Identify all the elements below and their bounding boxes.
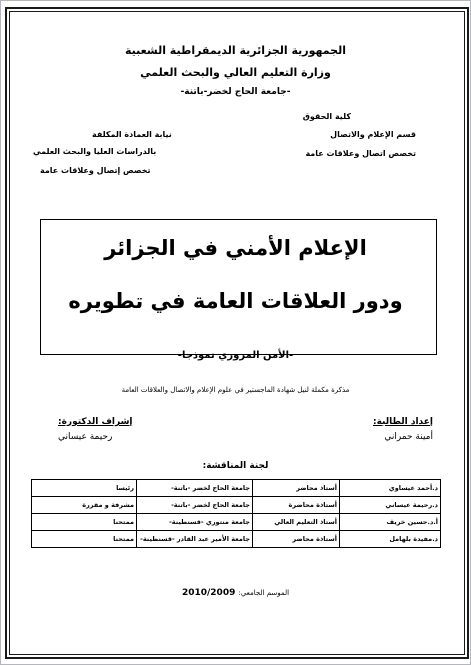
- thesis-subtitle: -الأمن المروري نموذجا-: [177, 350, 294, 361]
- supervisor-name: رحيمة عيساني: [58, 432, 113, 442]
- member-name: د.أحمد عيساوي: [340, 480, 441, 497]
- table-row: [32, 497, 441, 514]
- member-role: ممتحنا: [32, 531, 137, 548]
- member-university: جامعة منتوري -قسنطينة-: [137, 514, 253, 531]
- member-rank: أستاذة محاضر: [253, 531, 340, 548]
- table-row: [32, 531, 441, 548]
- deanship-name: نيابة العمادة المكلفة: [92, 130, 172, 139]
- department-name: قسم الإعلام والاتصال: [330, 130, 416, 139]
- table-row: [32, 514, 441, 531]
- academic-year: [0, 588, 471, 598]
- member-university: جامعة الحاج لخضر -باتنة-: [137, 480, 253, 497]
- member-university: جامعة الحاج لخضر -باتنة-: [137, 497, 253, 514]
- faculty-name: كلية الحقوق: [302, 112, 351, 121]
- academic-year-label: الموسم الجامعي:: [238, 589, 290, 597]
- student-label: إعداد الطالبة:: [373, 417, 433, 427]
- member-name: د.مفيدة بلهامل: [340, 531, 441, 548]
- thesis-title-line2: ودور العلاقات العامة في تطويره: [68, 289, 403, 313]
- university-name: -جامعة الحاج لخضر-باتنة-: [180, 87, 291, 97]
- member-rank: أستاذة محاضرة: [253, 497, 340, 514]
- table-row: [32, 480, 441, 497]
- member-rank: أستاذ محاضر: [253, 480, 340, 497]
- student-name: أمينة حمراني: [384, 432, 433, 442]
- committee-label: لجنة المناقشة:: [202, 461, 269, 471]
- specialty-right: تخصص اتصال وعلاقات عامة: [305, 149, 416, 158]
- committee-table: [31, 479, 441, 548]
- specialty-left: تخصص إتصال وعلاقات عامة: [40, 166, 151, 175]
- member-name: د.رحيمة عيساني: [340, 497, 441, 514]
- republic-name: الجمهورية الجزائرية الديمقراطية الشعبية: [125, 44, 346, 57]
- academic-year-value: 2010/2009: [181, 588, 236, 598]
- member-name: أ.د.حسين خريف: [340, 514, 441, 531]
- member-rank: أستاذ التعليم العالي: [253, 514, 340, 531]
- memo-statement: مذكرة مكملة لنيل شهادة الماجستير في علوم الإعلام والاتصال والعلاقات العامة: [121, 386, 350, 394]
- member-role: مشرفة و مقررة: [32, 497, 137, 514]
- thesis-title-line1: الإعلام الأمني في الجزائر: [104, 236, 367, 260]
- member-university: جامعة الأمير عبد القادر -قسنطينة-: [137, 531, 253, 548]
- graduate-studies: بالدراسات العليا والبحث العلمي: [33, 147, 157, 156]
- supervisor-label: إشراف الدكتورة:: [58, 417, 133, 427]
- member-role: رئيسا: [32, 480, 137, 497]
- ministry-name: وزارة التعليم العالي والبحث العلمي: [140, 66, 331, 79]
- member-role: ممتحنا: [32, 514, 137, 531]
